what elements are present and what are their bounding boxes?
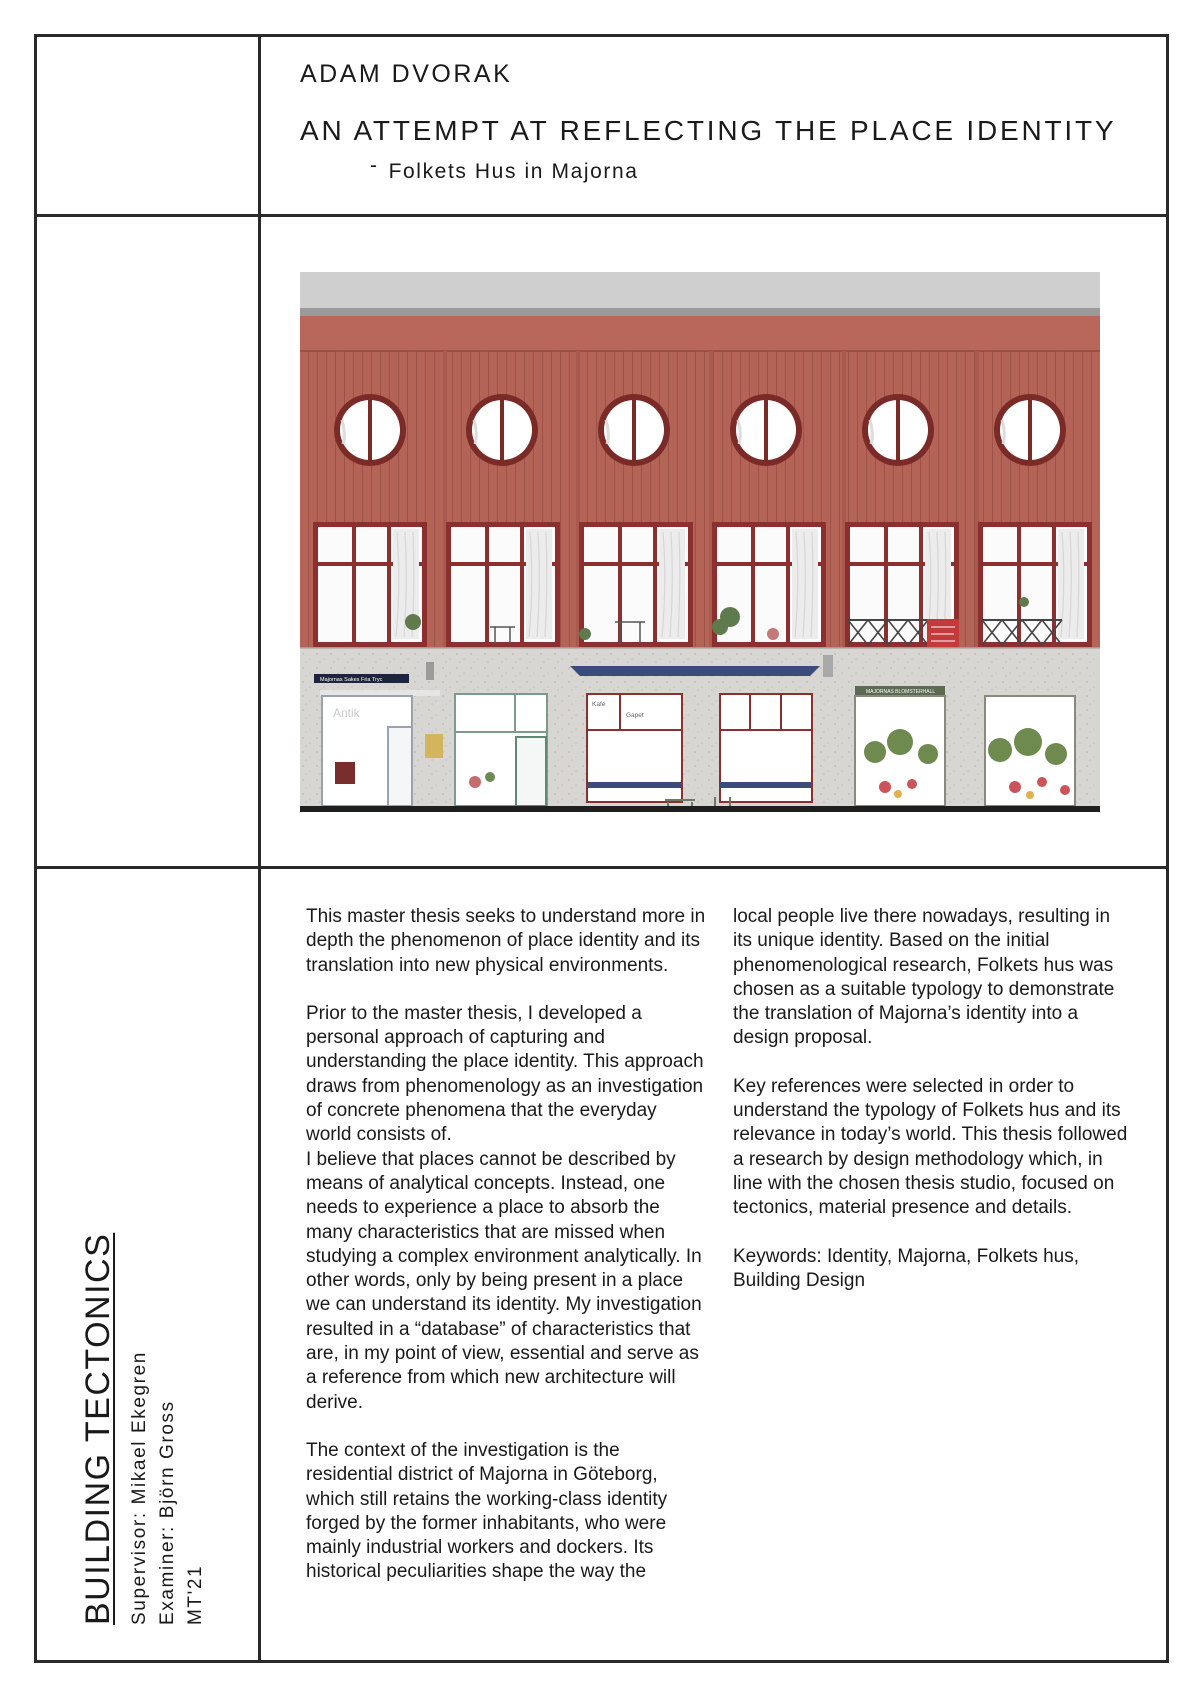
column-divider	[258, 34, 261, 1663]
paragraph: Prior to the master thesis, I developed a personal approach of capturing and understanding the place identity. This approach draws from phenomenology as an investigation of concrete phenomena that the everyday world consists of.	[306, 1002, 704, 1146]
body-text-right	[733, 905, 1133, 1317]
thesis-title: AN ATTEMPT AT REFLECTING THE PLACE IDENTITY	[300, 115, 1117, 146]
supervisor: Supervisor: Mikael Ekegren	[129, 1351, 150, 1625]
term: MT'21	[185, 1564, 206, 1625]
market-sign: MAJORNAS BLOMSTERHALL	[866, 689, 936, 695]
keywords: Keywords: Identity, Majorna, Folkets hus, Building Design	[733, 1245, 1080, 1291]
sidebar-credits	[70, 1233, 210, 1625]
illustration-divider	[34, 866, 1169, 869]
paragraph: I believe that places cannot be described by means of analytical concepts. Instead, one needs to experience a place to absorb the many characteristics that are missed when studying a complex environment analytically. In other words, only by being present in a place we can understand its identity. My investigation resulted in a “database” of characteristics that are, in my point of view, essential and serve as a reference from which new architecture will derive.	[306, 1148, 702, 1413]
paragraph: local people live there nowadays, resulting in its unique identity. Based on the initial phenomenological research, Folkets hus was chosen as a suitable typology to demonstrate the translation of Majorna’s identity into a design proposal.	[733, 906, 1115, 1049]
examiner: Examiner: Björn Gross	[157, 1400, 178, 1625]
upper-shop-sign: Majornas Sakes Fria Tryc	[320, 677, 383, 683]
subtitle-dash: -	[370, 154, 379, 177]
body-text-left	[306, 905, 706, 1609]
facade-elevation-illustration	[300, 272, 1100, 812]
header-divider	[34, 214, 1169, 217]
kafe-sign: Kafé	[592, 701, 606, 708]
paragraph: The context of the investigation is the residential district of Majorna in Göteborg, which still retains the working-class identity forged by the former inhabitants, who were mainly industrial workers and dockers. Its historical peculiarities shape the way the	[306, 1439, 668, 1583]
antik-sign: Antik	[333, 706, 360, 720]
studio-name: BUILDING TECTONICS	[79, 1232, 117, 1625]
thesis-subtitle	[370, 154, 639, 184]
paragraph: Key references were selected in order to understand the typology of Folkets hus and its relevance in today’s world. This thesis followed a research by design methodology which, in line with the chosen thesis studio, focused on tectonics, material presence and details.	[733, 1075, 1128, 1219]
subtitle-text: Folkets Hus in Majorna	[388, 160, 639, 183]
paragraph: This master thesis seeks to understand more in depth the phenomenon of place identity and its translation into new physical environments.	[306, 906, 706, 976]
gapet-sign: Gapet	[626, 712, 644, 719]
author-name: ADAM DVORAK	[300, 60, 513, 88]
